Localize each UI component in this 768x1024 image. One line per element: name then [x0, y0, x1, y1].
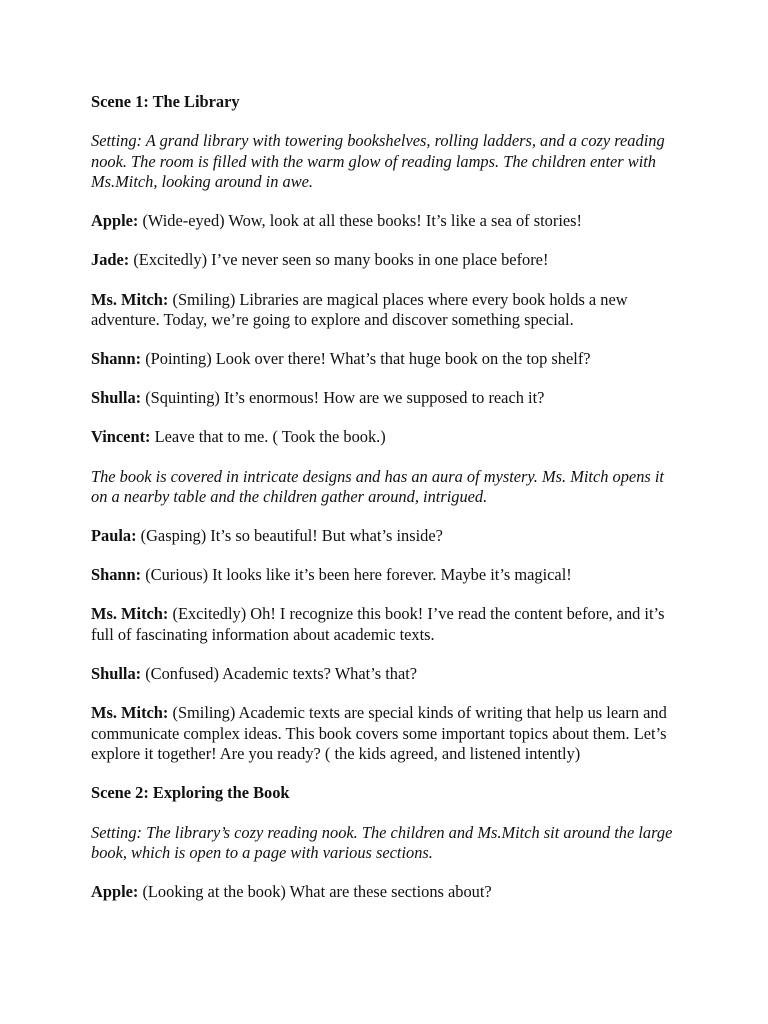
scene-heading: Scene 2: Exploring the Book	[91, 783, 290, 803]
speaker-name: Shann:	[91, 565, 142, 585]
dialogue-line	[91, 388, 681, 409]
dialogue-line	[91, 250, 681, 271]
dialogue-text: (Wide-eyed) Wow, look at all these books! It’s like a sea of stories!	[138, 211, 582, 231]
dialogue-line	[91, 664, 681, 685]
dialogue-line	[91, 290, 681, 331]
dialogue-text: (Excitedly) I’ve never seen so many books in one place before!	[129, 250, 549, 270]
speaker-name: Shulla:	[91, 388, 142, 408]
dialogue-text: (Squinting) It’s enormous! How are we supposed to reach it?	[141, 388, 545, 408]
setting-paragraph: Setting: The library’s cozy reading nook. The children and Ms.Mitch sit around the large book, which is open to a page with various sections.	[91, 822, 673, 863]
speaker-name: Jade:	[91, 250, 130, 270]
dialogue-line	[91, 427, 681, 448]
dialogue-text: (Gasping) It’s so beautiful! But what’s inside?	[136, 526, 443, 546]
dialogue-text: (Excitedly) Oh! I recognize this book! I’ve read the content before, and it’s full of fascinating information about academic texts.	[91, 604, 665, 644]
dialogue-line	[91, 604, 681, 645]
speaker-name: Vincent:	[91, 427, 151, 447]
dialogue-line	[91, 526, 681, 547]
dialogue-text: (Looking at the book) What are these sections about?	[138, 882, 492, 902]
scene-heading: Scene 1: The Library	[91, 92, 240, 111]
speaker-name: Ms. Mitch:	[91, 703, 169, 723]
dialogue-text: (Curious) It looks like it’s been here forever. Maybe it’s magical!	[141, 565, 572, 585]
dialogue-line	[91, 565, 681, 586]
setting-paragraph: The book is covered in intricate designs and has an aura of mystery. Ms. Mitch opens it on a nearby table and the children gather around, intrigued.	[91, 466, 664, 507]
speaker-name: Paula:	[91, 526, 137, 546]
speaker-name: Apple:	[91, 882, 139, 902]
document-page	[91, 92, 681, 921]
speaker-name: Shann:	[91, 349, 142, 369]
speaker-name: Ms. Mitch:	[91, 289, 169, 309]
speaker-name: Shulla:	[91, 664, 142, 684]
dialogue-line	[91, 349, 681, 370]
dialogue-text: (Smiling) Libraries are magical places where every book holds a new adventure. Today, we’re going to explore and discover something special.	[91, 289, 628, 330]
dialogue-text: (Smiling) Academic texts are special kinds of writing that help us learn and communicate complex ideas. This book covers some important topics about them. Let’s explore it together! Are you ready? ( the kids agreed, and listened intently)	[91, 703, 667, 764]
dialogue-line	[91, 703, 681, 765]
dialogue-text: Leave that to me. ( Took the book.)	[150, 427, 386, 447]
setting-paragraph: Setting: A grand library with towering bookshelves, rolling ladders, and a cozy reading nook. The room is filled with the warm glow of reading lamps. The children enter with Ms.Mitch, looking around in awe.	[91, 131, 665, 192]
dialogue-text: (Confused) Academic texts? What’s that?	[141, 664, 418, 684]
dialogue-line	[91, 882, 681, 903]
dialogue-line	[91, 211, 681, 232]
speaker-name: Apple:	[91, 211, 139, 231]
dialogue-text: (Pointing) Look over there! What’s that huge book on the top shelf?	[141, 349, 591, 369]
speaker-name: Ms. Mitch:	[91, 604, 169, 624]
